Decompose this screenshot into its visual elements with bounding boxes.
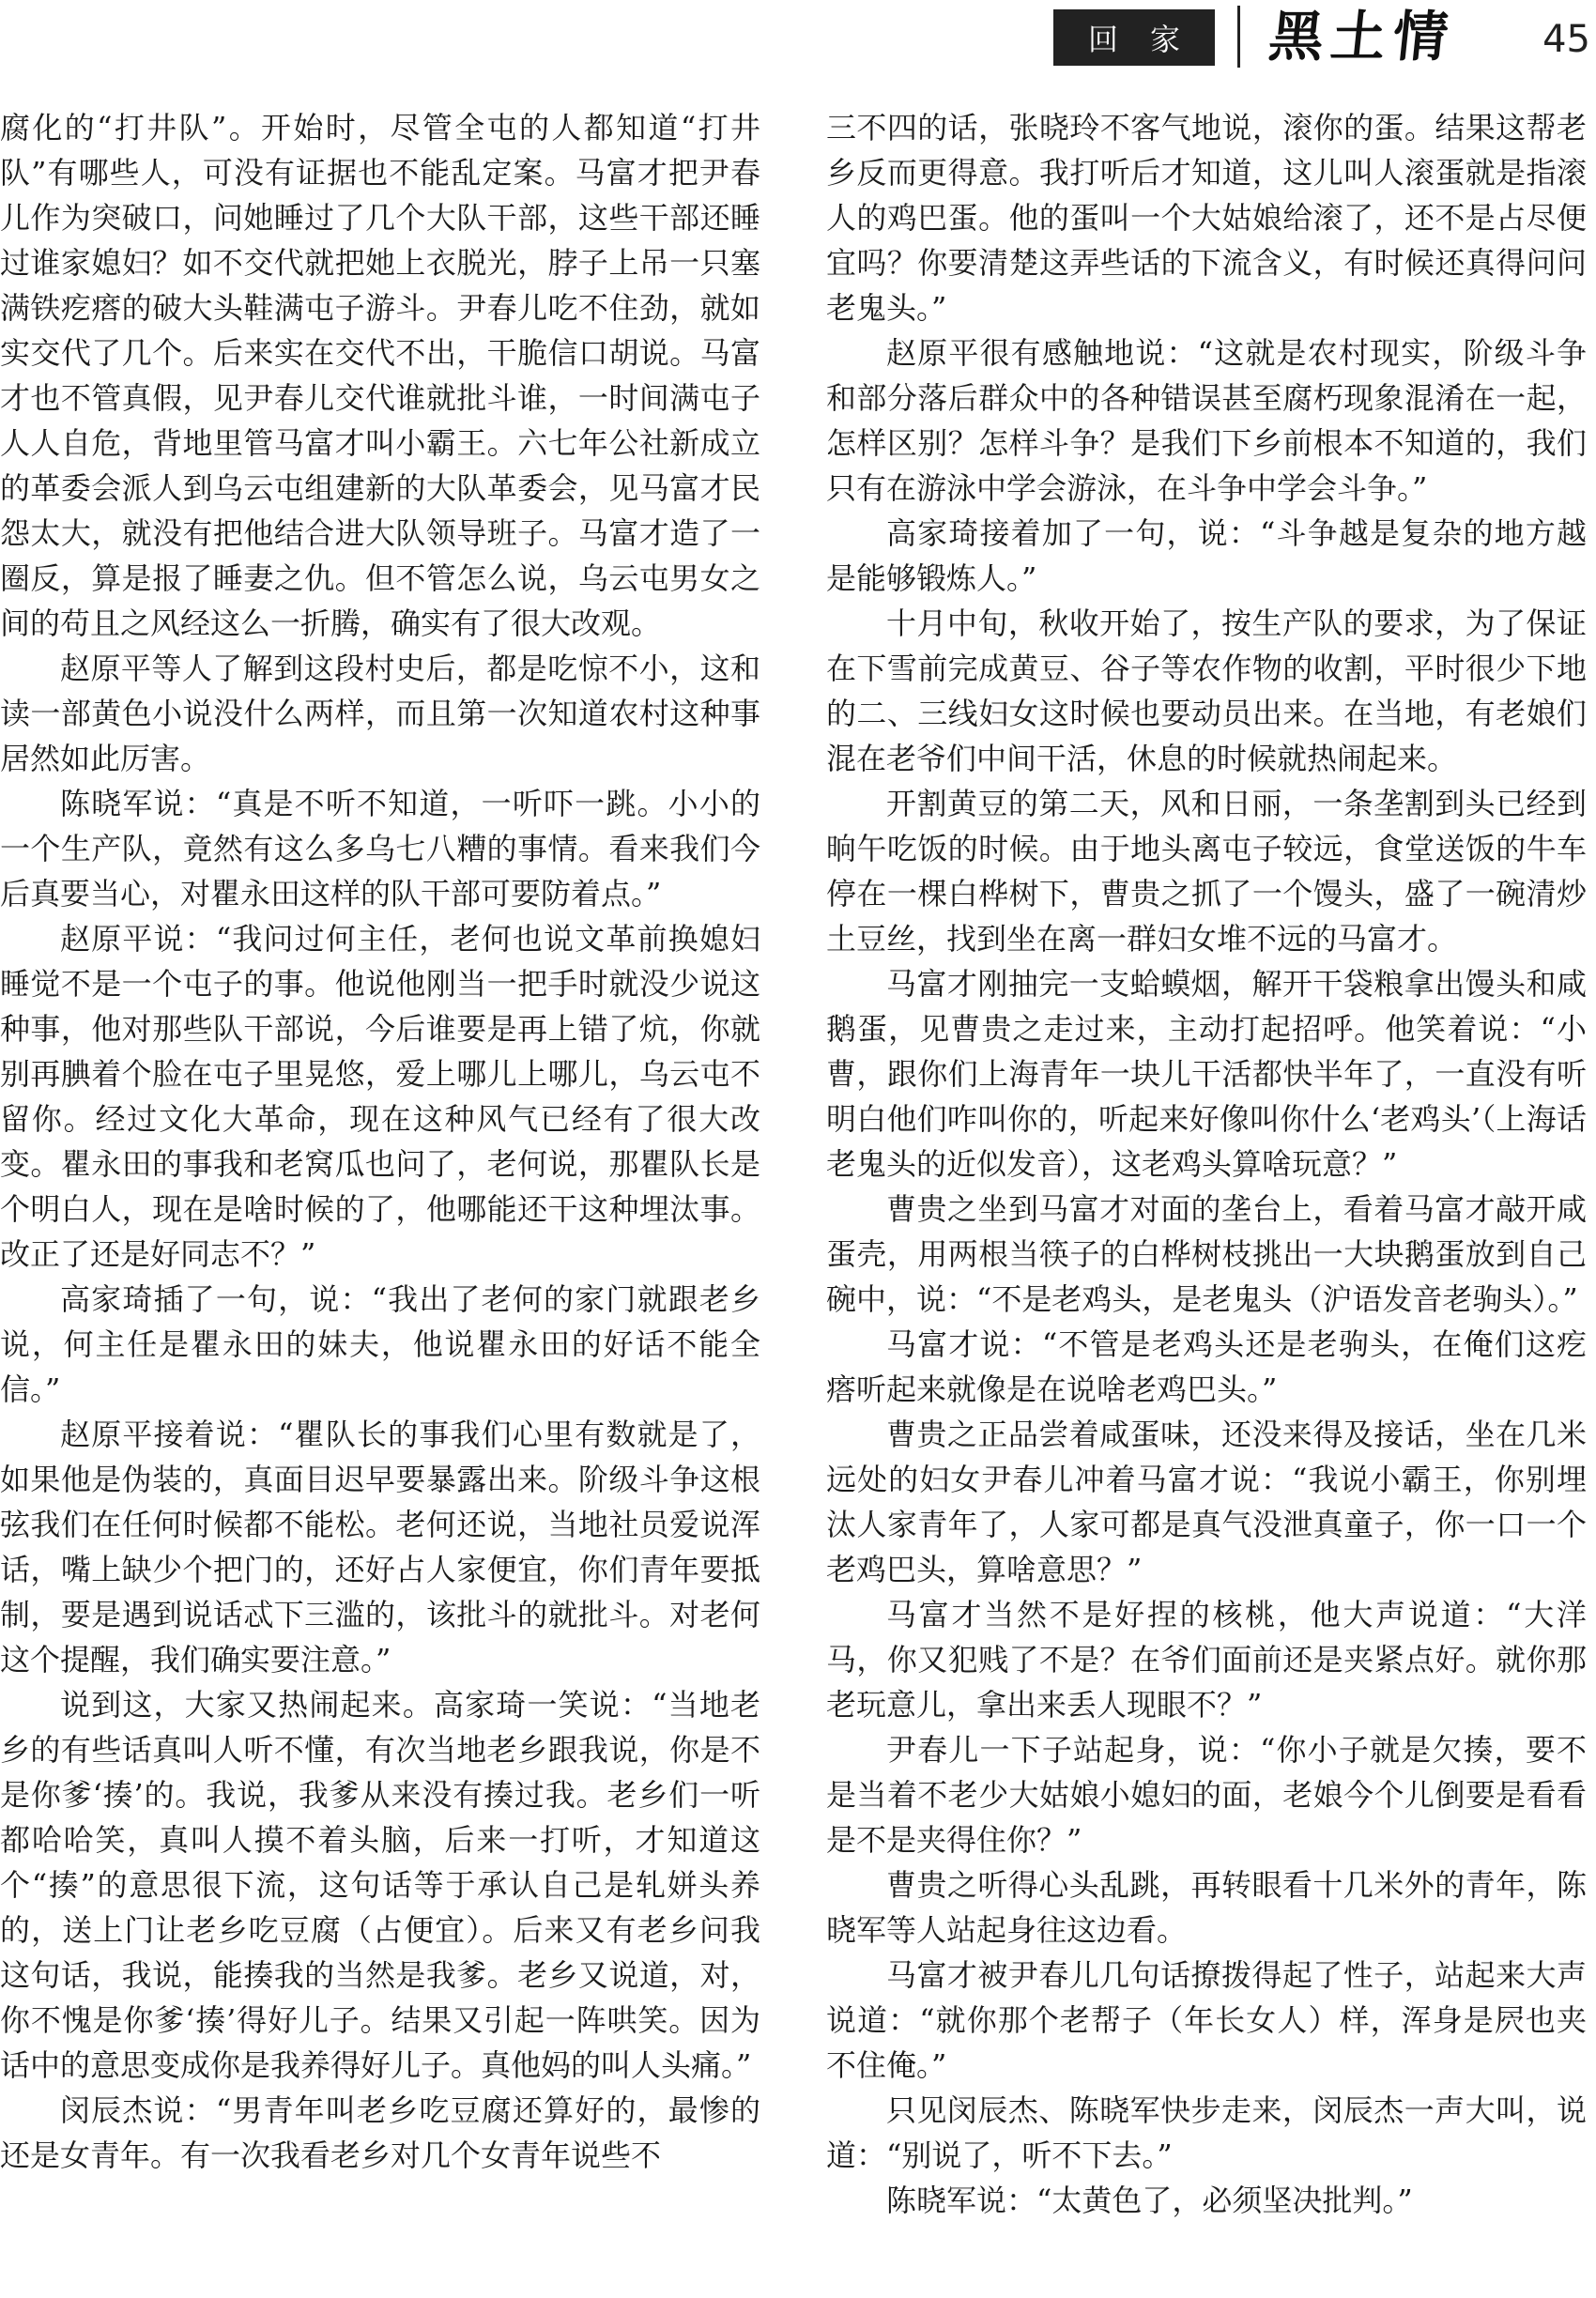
left-column: [0, 105, 760, 2178]
header-divider: [1237, 6, 1240, 68]
paragraph: 马富才说：“不管是老鸡头还是老驹头，在俺们这疙瘩听起来就像是在说啥老鸡巴头。”: [826, 1326, 1587, 1407]
paragraph: 十月中旬，秋收开始了，按生产队的要求，为了保证在下雪前完成黄豆、谷子等农作物的收割，平时很少下地的二、三线妇女这时候也要动员出来。在当地，有老娘们混在老爷们中间干活，休息的时候就热闹起来。: [826, 605, 1587, 776]
paragraph: 腐化的“打井队”。开始时，尽管全屯的人都知道“打井队”有哪些人，可没有证据也不能乱定案。马富才把尹春儿作为突破口，问她睡过了几个大队干部，这些干部还睡过谁家媳妇？如不交代就把她上衣脱光，脖子上吊一只塞满铁疙瘩的破大头鞋满屯子游斗。尹春儿吃不住劲，就如实交代了几个。后来实在交代不出，干脆信口胡说。马富才也不管真假，见尹春儿交代谁就批斗谁，一时间满屯子人人自危，背地里管马富才叫小霸王。六七年公社新成立的革委会派人到乌云屯组建新的大队革委会，见马富才民怨太大，就没有把他结合进大队领导班子。马富才造了一圈反，算是报了睡妻之仇。但不管怎么说，乌云屯男女之间的苟且之风经这么一折腾，确实有了很大改观。: [0, 110, 760, 641]
magazine-title: 黑土情: [1266, 5, 1459, 69]
right-column: [826, 105, 1587, 2223]
page-header: [0, 0, 1596, 79]
paragraph: 说到这，大家又热闹起来。高家琦一笑说：“当地老乡的有些话真叫人听不懂，有次当地老乡跟我说，你是不是你爹‘揍’的。我说，我爹从来没有揍过我。老乡们一听都哈哈笑，真叫人摸不着头脑，后来一打听，才知道这个“揍”的意思很下流，这句话等于承认自己是轧姘头养的，送上门让老乡吃豆腐（占便宜）。后来又有老乡问我这句话，我说，能揍我的当然是我爹。老乡又说道，对，你不愧是你爹‘揍’得好儿子。结果又引起一阵哄笑。因为话中的意思变成你是我养得好儿子。真他妈的叫人头痛。”: [0, 1687, 760, 2083]
paragraph: 闵辰杰说：“男青年叫老乡吃豆腐还算好的，最惨的还是女青年。有一次我看老乡对几个女青年说些不: [0, 2092, 760, 2173]
paragraph: 马富才被尹春儿几句话撩拨得起了性子，站起来大声说道：“就你那个老帮子（年长女人）样，浑身是屄也夹不住俺。”: [826, 1957, 1587, 2083]
paragraph: 曹贵之坐到马富才对面的垄台上，看着马富才敲开咸蛋壳，用两根当筷子的白桦树枝挑出一大块鹅蛋放到自己碗中，说：“不是老鸡头，是老鬼头（沪语发音老驹头）。”: [826, 1191, 1587, 1317]
section-tag: 回家: [1053, 9, 1215, 66]
paragraph: 马富才当然不是好捏的核桃，他大声说道：“大洋马，你又犯贱了不是？在爷们面前还是夹紧点好。就你那老玩意儿，拿出来丢人现眼不？”: [826, 1597, 1587, 1723]
paragraph: 三不四的话，张晓玲不客气地说，滚你的蛋。结果这帮老乡反而更得意。我打听后才知道，这儿叫人滚蛋就是指滚人的鸡巴蛋。他的蛋叫一个大姑娘给滚了，还不是占尽便宜吗？你要清楚这弄些话的下流含义，有时候还真得问问老鬼头。”: [826, 110, 1587, 326]
paragraph: 赵原平说：“我问过何主任，老何也说文革前换媳妇睡觉不是一个屯子的事。他说他刚当一把手时就没少说这种事，他对那些队干部说，今后谁要是再上错了炕，你就别再腆着个脸在屯子里晃悠，爱上哪儿上哪儿，乌云屯不留你。经过文化大革命，现在这种风气已经有了很大改变。瞿永田的事我和老窝瓜也问了，老何说，那瞿队长是个明白人，现在是啥时候的了，他哪能还干这种埋汰事。改正了还是好同志不？”: [0, 921, 760, 1272]
paragraph: 高家琦接着加了一句，说：“斗争越是复杂的地方越是能够锻炼人。”: [826, 515, 1587, 596]
paragraph: 尹春儿一下子站起身，说：“你小子就是欠揍，要不是当着不老少大姑娘小媳妇的面，老娘今个儿倒要是看看是不是夹得住你？”: [826, 1732, 1587, 1858]
paragraph: 曹贵之听得心头乱跳，再转眼看十几米外的青年，陈晓军等人站起身往这边看。: [826, 1867, 1587, 1948]
paragraph: 赵原平接着说：“瞿队长的事我们心里有数就是了，如果他是伪装的，真面目迟早要暴露出来。阶级斗争这根弦我们在任何时候都不能松。老何还说，当地社员爱说浑话，嘴上缺少个把门的，还好占人家便宜，你们青年要抵制，要是遇到说话忒下三滥的，该批斗的就批斗。对老何这个提醒，我们确实要注意。”: [0, 1417, 760, 1678]
paragraph: 马富才刚抽完一支蛤蟆烟，解开干袋粮拿出馒头和咸鹅蛋，见曹贵之走过来，主动打起招呼。他笑着说：“小曹，跟你们上海青年一块儿干活都快半年了，一直没有听明白他们咋叫你的，听起来好像叫你什么‘老鸡头’（上海话老鬼头的近似发音），这老鸡头算啥玩意？”: [826, 966, 1587, 1182]
paragraph: 赵原平等人了解到这段村史后，都是吃惊不小，这和读一部黄色小说没什么两样，而且第一次知道农村这种事居然如此厉害。: [0, 651, 760, 776]
paragraph: 赵原平很有感触地说：“这就是农村现实，阶级斗争和部分落后群众中的各种错误甚至腐朽现象混淆在一起，怎样区别？怎样斗争？是我们下乡前根本不知道的，我们只有在游泳中学会游泳，在斗争中学会斗争。”: [826, 335, 1587, 506]
paragraph: 陈晓军说：“真是不听不知道，一听吓一跳。小小的一个生产队，竟然有这么多乌七八糟的事情。看来我们今后真要当心，对瞿永田这样的队干部可要防着点。”: [0, 786, 760, 912]
page-number: 45: [1542, 18, 1590, 61]
paragraph: 陈晓军说：“太黄色了，必须坚决批判。”: [886, 2183, 1413, 2218]
paragraph: 只见闵辰杰、陈晓军快步走来，闵辰杰一声大叫，说道：“别说了，听不下去。”: [826, 2092, 1587, 2173]
paragraph: 开割黄豆的第二天，风和日丽，一条垄割到头已经到晌午吃饭的时候。由于地头离屯子较远，食堂送饭的牛车停在一棵白桦树下，曹贵之抓了一个馒头，盛了一碗清炒土豆丝，找到坐在离一群妇女堆不远的马富才。: [826, 786, 1587, 957]
paragraph: 曹贵之正品尝着咸蛋味，还没来得及接话，坐在几米远处的妇女尹春儿冲着马富才说：“我说小霸王，你别埋汰人家青年了，人家可都是真气没泄真童子，你一口一个老鸡巴头，算啥意思？”: [826, 1417, 1587, 1587]
paragraph: 高家琦插了一句，说：“我出了老何的家门就跟老乡说，何主任是瞿永田的妹夫，他说瞿永田的好话不能全信。”: [0, 1281, 760, 1407]
